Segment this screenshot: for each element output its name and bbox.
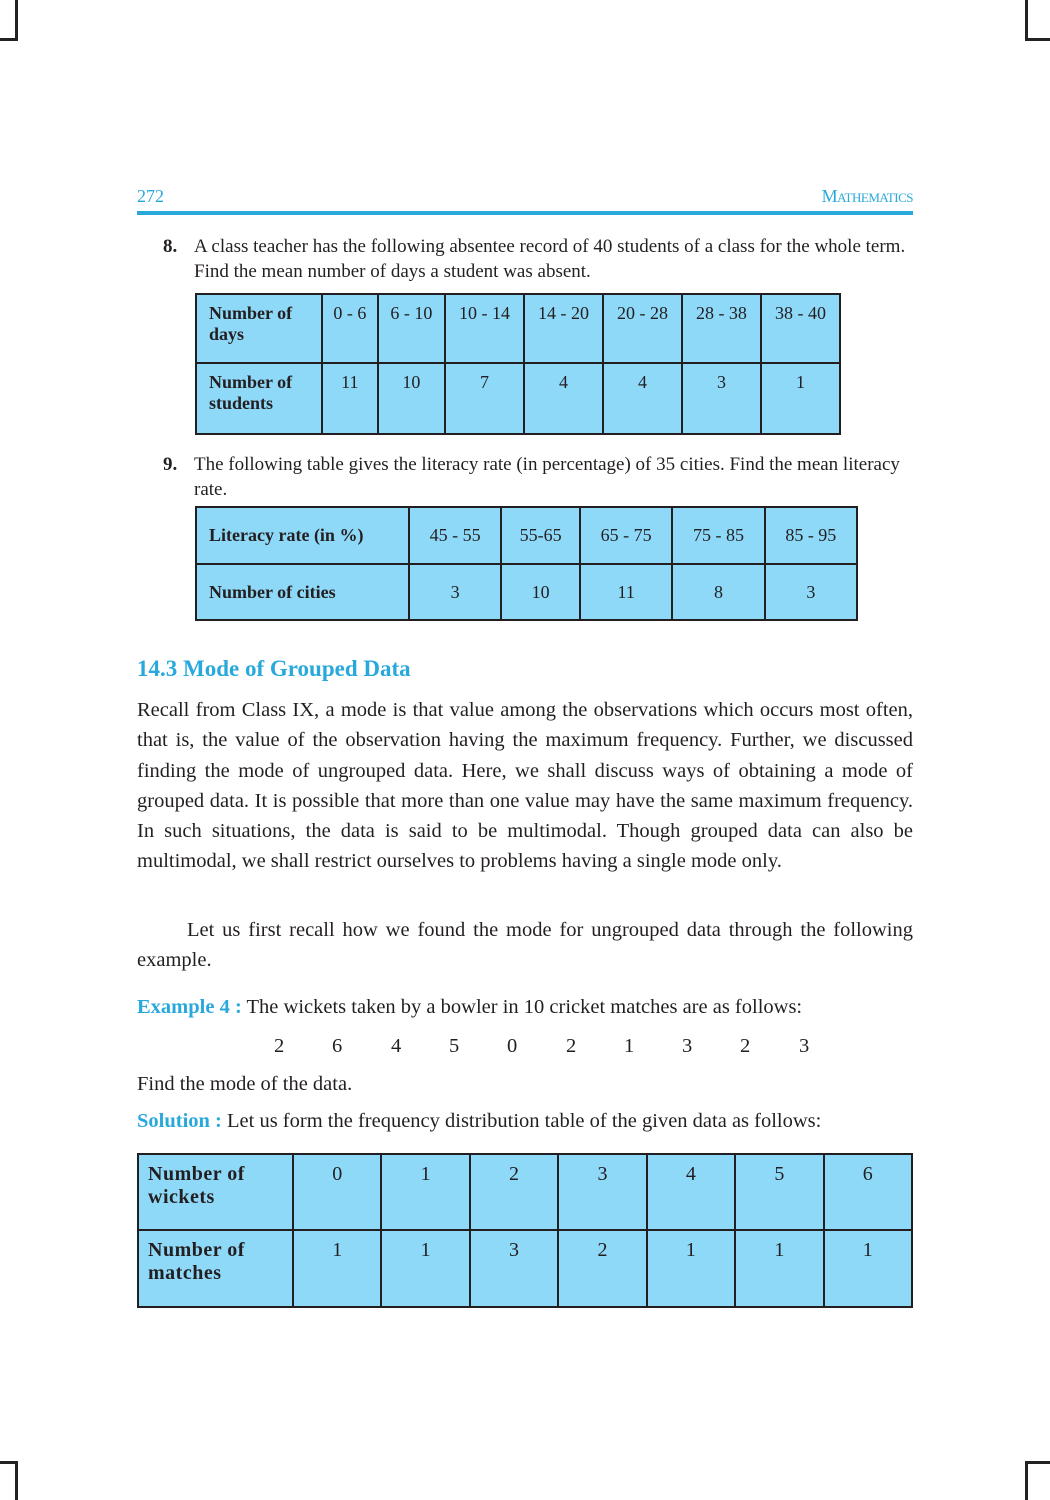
row-label: Number of cities (196, 564, 409, 620)
table-cell: 1 (824, 1230, 912, 1307)
table-cell: 3 (409, 564, 501, 620)
table-cell: 0 - 6 (322, 294, 378, 363)
table-cell: 10 (501, 564, 580, 620)
table-row (138, 1154, 912, 1230)
data-value: 1 (624, 1035, 635, 1057)
crop-mark-bl-v (15, 1461, 18, 1500)
row-label: Number of wickets (138, 1154, 293, 1230)
table-cell: 20 - 28 (603, 294, 682, 363)
table-cell: 11 (322, 363, 378, 434)
table-cell: 6 - 10 (378, 294, 445, 363)
table-row (138, 1230, 912, 1307)
table-cell: 4 (647, 1154, 735, 1230)
wickets-table (137, 1153, 913, 1308)
table-cell: 4 (603, 363, 682, 434)
table-cell: 1 (647, 1230, 735, 1307)
row-label: Number of matches (138, 1230, 293, 1307)
section-heading: 14.3 Mode of Grouped Data (137, 656, 411, 681)
table-cell: 38 - 40 (761, 294, 840, 363)
table-cell: 1 (293, 1230, 381, 1307)
question-text: A class teacher has the following absentee record of 40 students of a class for the whole term. Find the mean number of days a student was absent. (194, 236, 906, 282)
solution-text: Let us form the frequency distribution table of the given data as follows: (221, 1110, 822, 1132)
table-cell: 75 - 85 (672, 507, 764, 564)
table-cell: 1 (761, 363, 840, 434)
question-number: 8. (163, 236, 178, 257)
crop-mark-br-h (1025, 1461, 1050, 1464)
solution (137, 1110, 917, 1133)
question-number: 9. (163, 454, 178, 475)
table-row (196, 363, 840, 434)
question-8 (163, 234, 915, 284)
table-cell: 3 (470, 1230, 558, 1307)
section-paragraph-2: Let us first recall how we found the mode for ungrouped data through the following example. (137, 919, 913, 972)
table-row (196, 507, 857, 564)
example-4 (137, 996, 897, 1019)
table-cell: 11 (580, 564, 672, 620)
crop-mark-tr-h (1025, 38, 1050, 41)
crop-mark-tl-h (0, 38, 18, 41)
table-cell: 14 - 20 (524, 294, 603, 363)
table-cell: 3 (558, 1154, 646, 1230)
crop-mark-br-v (1025, 1461, 1028, 1500)
table-cell: 1 (381, 1154, 469, 1230)
literacy-table (195, 506, 858, 621)
data-value: 6 (332, 1035, 343, 1057)
data-value: 3 (682, 1035, 693, 1057)
table-cell: 1 (735, 1230, 823, 1307)
page-number: 272 (137, 186, 164, 206)
table-cell: 28 - 38 (682, 294, 761, 363)
table-cell: 65 - 75 (580, 507, 672, 564)
table-row (196, 294, 840, 363)
page-header (137, 186, 913, 212)
example-text: The wickets taken by a bowler in 10 cricket matches are as follows: (241, 996, 803, 1018)
table-cell: 7 (445, 363, 524, 434)
question-text: The following table gives the literacy rate (in percentage) of 35 cities. Find the mean literacy rate. (194, 454, 900, 500)
data-value: 2 (740, 1035, 751, 1057)
table-cell: 4 (524, 363, 603, 434)
absentee-table (195, 293, 841, 435)
solution-label: Solution : (137, 1110, 222, 1132)
table-cell: 10 (378, 363, 445, 434)
table-cell: 3 (682, 363, 761, 434)
subject-title: Mathematics (821, 186, 913, 206)
table-cell: 45 - 55 (409, 507, 501, 564)
data-value: 2 (566, 1035, 577, 1057)
data-value: 0 (507, 1035, 518, 1057)
question-9 (163, 452, 915, 502)
example-question: Find the mode of the data. (137, 1073, 353, 1095)
data-value: 4 (391, 1035, 402, 1057)
example-label: Example 4 : (137, 996, 242, 1018)
table-cell: 85 - 95 (765, 507, 857, 564)
section-paragraph-1: Recall from Class IX, a mode is that value among the observations which occurs most often, that is, the value of the observation having the maximum frequency. Further, we discussed finding the mode of ungrouped data. Here, we shall discuss ways of obtaining a mode of grouped data. It is possible that more than one value may have the same maximum frequency. In such situations, the data is said to be multimodal. Though grouped data can also be multimodal, we shall restrict ourselves to problems having a single mode only. (137, 699, 913, 873)
table-cell: 5 (735, 1154, 823, 1230)
data-value: 5 (449, 1035, 460, 1057)
header-rule (137, 211, 913, 215)
table-cell: 10 - 14 (445, 294, 524, 363)
row-label: Literacy rate (in %) (196, 507, 409, 564)
table-cell: 3 (765, 564, 857, 620)
data-value: 2 (274, 1035, 285, 1057)
table-cell: 0 (293, 1154, 381, 1230)
table-cell: 6 (824, 1154, 912, 1230)
table-cell: 8 (672, 564, 764, 620)
table-cell: 2 (558, 1230, 646, 1307)
row-label: Number of students (196, 363, 322, 434)
table-cell: 1 (381, 1230, 469, 1307)
crop-mark-tr-v (1025, 0, 1028, 41)
table-cell: 55-65 (501, 507, 580, 564)
table-cell: 2 (470, 1154, 558, 1230)
table-row (196, 564, 857, 620)
row-label: Number of days (196, 294, 322, 363)
crop-mark-tl-v (15, 0, 18, 41)
data-value: 3 (799, 1035, 810, 1057)
